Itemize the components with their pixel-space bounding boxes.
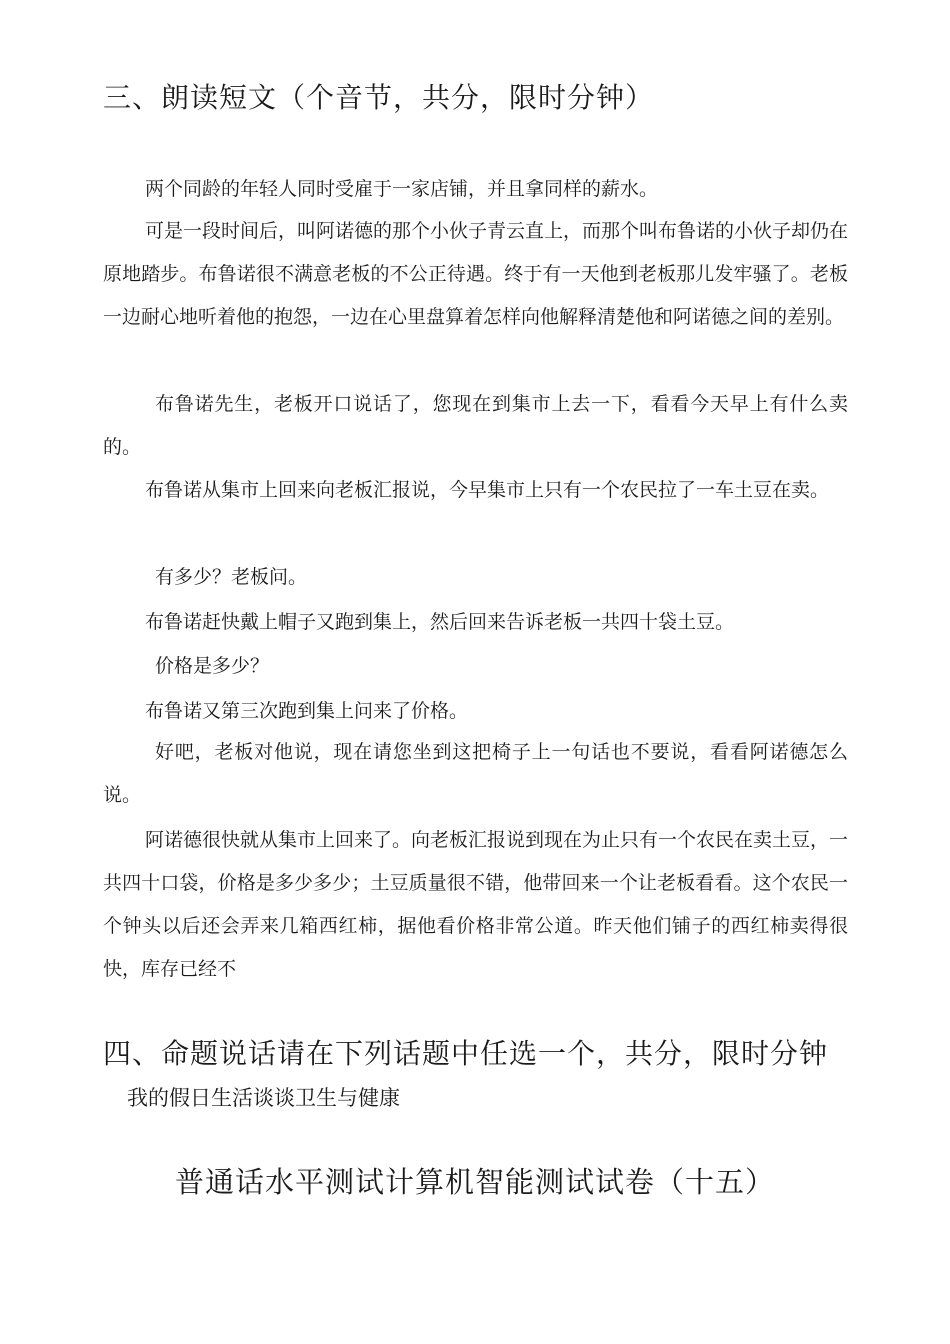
passage-paragraph-2: 可是一段时间后，叫阿诺德的那个小伙子青云直上，而那个叫布鲁诺的小伙子却仍在原地踏步。布鲁诺很不满意老板的不公正待遇。终于有一天他到老板那儿发牢骚了。老板一边耐心地听着他的抱怨，一边在心里盘算着怎样向他解释清楚他和阿诺德之间的差别。 [103, 220, 849, 328]
next-paper-title: 普通话水平测试计算机智能测试试卷（十五） [174, 1165, 775, 1199]
passage-paragraph-10: 阿诺德很快就从集市上回来了。向老板汇报说到现在为止只有一个农民在卖土豆，一共四十口袋，价格是多少多少；土豆质量很不错，他带回来一个让老板看看。这个农民一个钟头以后还会弄来几箱西红柿，据他看价格非常公道。昨天他们铺子的西红柿卖得很快，库存已经不 [103, 829, 849, 980]
speaking-topics: 我的假日生活谈谈卫生与健康 [127, 1086, 400, 1110]
passage-paragraph-1: 两个同龄的年轻人同时受雇于一家店铺，并且拿同样的薪水。 [145, 178, 659, 200]
passage-paragraph-6: 布鲁诺赶快戴上帽子又跑到集上，然后回来告诉老板一共四十袋土豆。 [145, 611, 735, 633]
passage-paragraph-9: 好吧，老板对他说，现在请您坐到这把椅子上一句话也不要说，看看阿诺德怎么说。 [103, 741, 848, 806]
section-4-heading: 四、命题说话请在下列话题中任选一个，共分，限时分钟 [103, 1037, 829, 1070]
passage-paragraph-4: 布鲁诺从集市上回来向老板汇报说，今早集市上只有一个农民拉了一车土豆在卖。 [145, 479, 830, 501]
passage-paragraph-8: 布鲁诺又第三次跑到集上问来了价格。 [145, 700, 469, 722]
passage-paragraph-5: 有多少？老板问。 [155, 566, 308, 588]
passage-paragraph-3: 布鲁诺先生，老板开口说话了，您现在到集市上去一下，看看今天早上有什么卖的。 [103, 393, 848, 458]
section-3-heading: 三、朗读短文（个音节，共分，限时分钟） [103, 81, 655, 114]
passage-paragraph-7: 价格是多少？ [155, 655, 270, 677]
